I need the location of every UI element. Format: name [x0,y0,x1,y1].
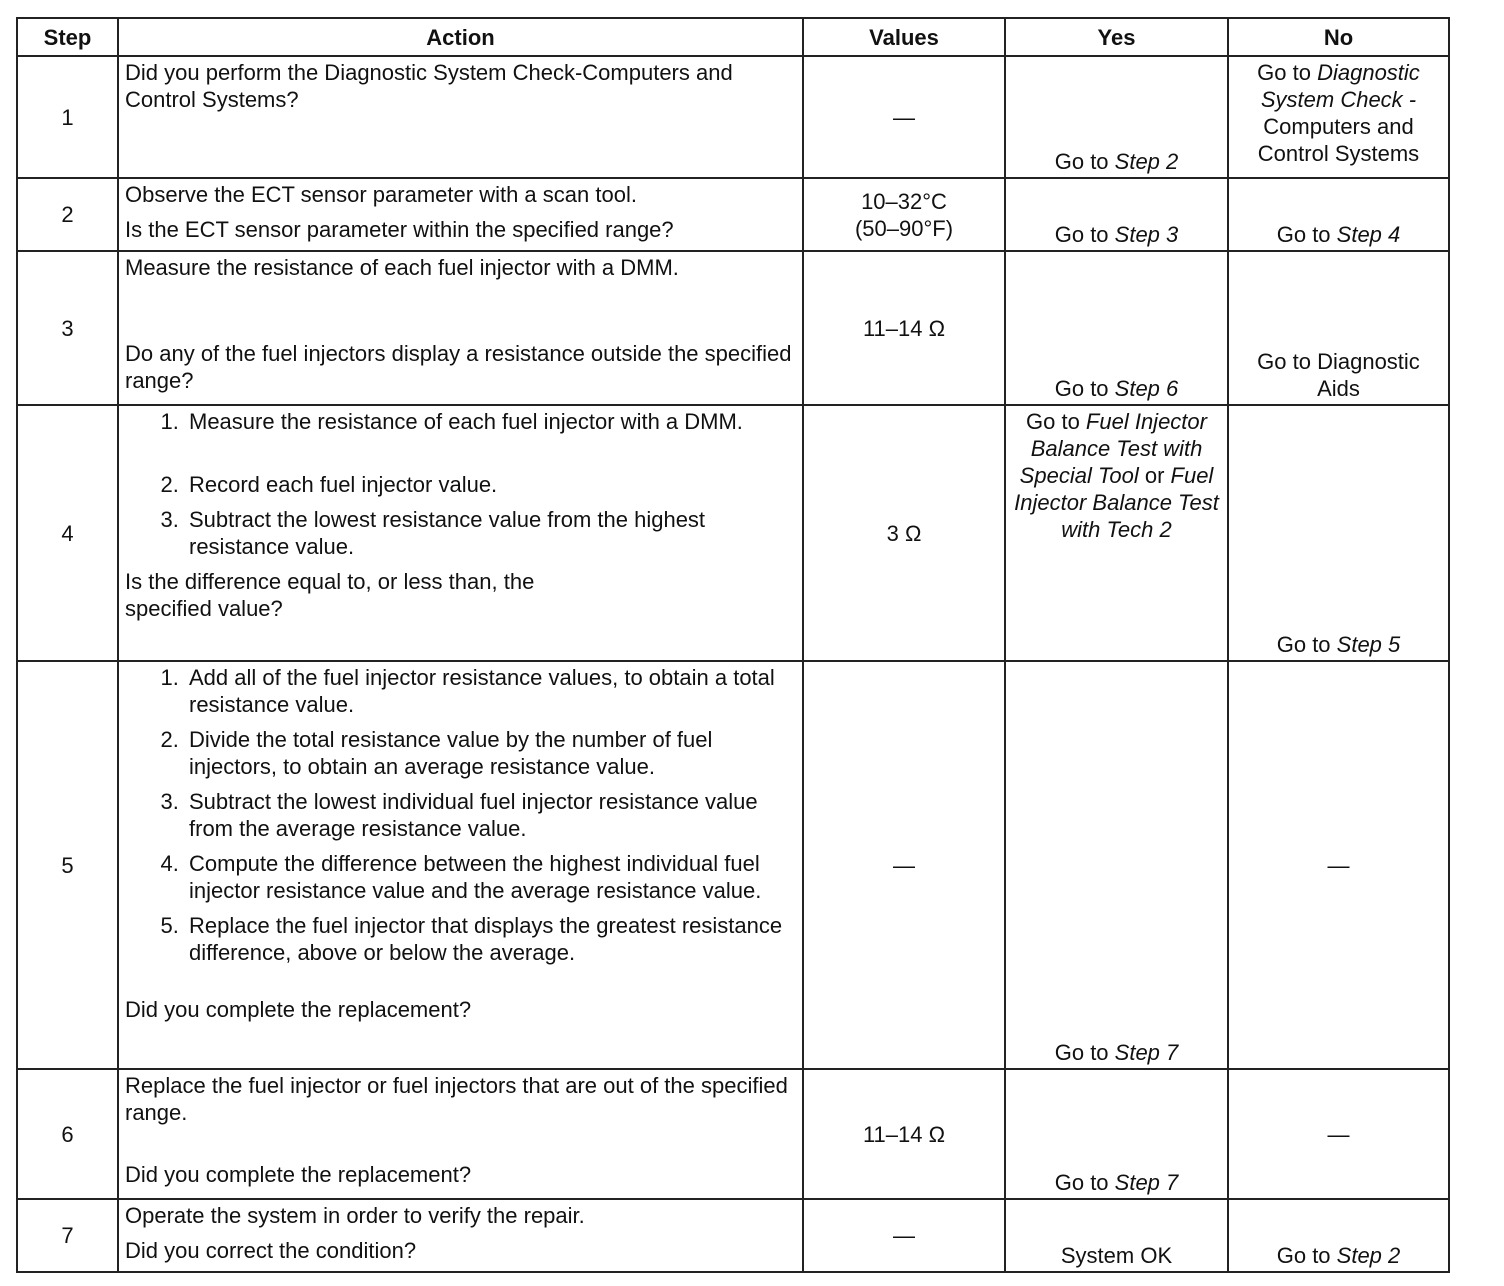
action-cell [118,251,803,405]
header-step: Step [17,18,118,56]
no-cell: Go to Step 5 [1228,405,1449,661]
step-number: 6 [17,1069,118,1199]
action-question: Did you complete the replacement? [125,997,472,1022]
action-text: Observe the ECT sensor parameter with a scan tool. [125,182,637,207]
action-question: Is the ECT sensor parameter within the specified range? [125,217,674,242]
header-row [17,18,1449,56]
table-row [17,405,1449,661]
step-number: 1 [17,56,118,178]
list-item: 3. Subtract the lowest individual fuel injector resistance value from the average resistance value. [185,788,796,842]
action-list [125,664,796,966]
no-cell: Go to Diagnostic Aids [1228,251,1449,405]
yes-cell: Go to Step 6 [1005,251,1228,405]
diagnostic-table [16,17,1450,1273]
value-cell: 11–14 Ω [803,1069,1005,1199]
yes-cell: System OK [1005,1199,1228,1272]
action-text: Replace the fuel injector or fuel injectors that are out of the specified range. [125,1073,788,1125]
action-cell [118,178,803,251]
no-cell: — [1228,1069,1449,1199]
no-cell: Go to Diagnostic System Check - Computers and Control Systems [1228,56,1449,178]
table-row [17,1069,1449,1199]
table-row [17,56,1449,178]
list-item: 2. Divide the total resistance value by the number of fuel injectors, to obtain an average resistance value. [185,726,796,780]
action-list [125,408,796,560]
header-yes: Yes [1005,18,1228,56]
header-no: No [1228,18,1449,56]
list-item: 1. Measure the resistance of each fuel injector with a DMM. [185,408,796,435]
action-cell [118,661,803,1069]
action-cell [118,405,803,661]
action-text: Did you perform the Diagnostic System Check-Computers and Control Systems? [125,60,733,112]
action-cell [118,1199,803,1272]
action-cell [118,1069,803,1199]
action-question: Do any of the fuel injectors display a resistance outside the specified range? [125,341,792,393]
step-number: 2 [17,178,118,251]
list-item: 1. Add all of the fuel injector resistance values, to obtain a total resistance value. [185,664,796,718]
list-item: 2. Record each fuel injector value. [185,471,796,498]
table-row [17,661,1449,1069]
step-number: 5 [17,661,118,1069]
action-question: Did you correct the condition? [125,1238,417,1263]
yes-cell: Go to Step 7 [1005,661,1228,1069]
action-text: Measure the resistance of each fuel injector with a DMM. [125,255,679,280]
no-cell: Go to Step 2 [1228,1199,1449,1272]
action-text: Operate the system in order to verify the repair. [125,1203,585,1228]
list-item: 3. Subtract the lowest resistance value from the highest resistance value. [185,506,796,560]
no-cell: — [1228,661,1449,1069]
value-cell: — [803,1199,1005,1272]
list-item: 5. Replace the fuel injector that displays the greatest resistance difference, above or below the average. [185,912,796,966]
yes-cell: Go to Fuel Injector Balance Test with Special Tool or Fuel Injector Balance Test with Tech 2 [1005,405,1228,661]
no-cell: Go to Step 4 [1228,178,1449,251]
action-cell [118,56,803,178]
header-values: Values [803,18,1005,56]
value-cell: 11–14 Ω [803,251,1005,405]
step-number: 4 [17,405,118,661]
value-cell: — [803,56,1005,178]
action-question: Is the difference equal to, or less than, the specified value? [125,569,535,621]
value-cell: 3 Ω [803,405,1005,661]
yes-cell: Go to Step 7 [1005,1069,1228,1199]
value-cell: 10–32°C (50–90°F) [803,178,1005,251]
yes-cell: Go to Step 2 [1005,56,1228,178]
header-action: Action [118,18,803,56]
table-row [17,178,1449,251]
list-item: 4. Compute the difference between the highest individual fuel injector resistance value and the average resistance value. [185,850,796,904]
table-row [17,1199,1449,1272]
step-number: 7 [17,1199,118,1272]
yes-cell: Go to Step 3 [1005,178,1228,251]
table-row [17,251,1449,405]
action-question: Did you complete the replacement? [125,1162,472,1187]
value-cell: — [803,661,1005,1069]
step-number: 3 [17,251,118,405]
